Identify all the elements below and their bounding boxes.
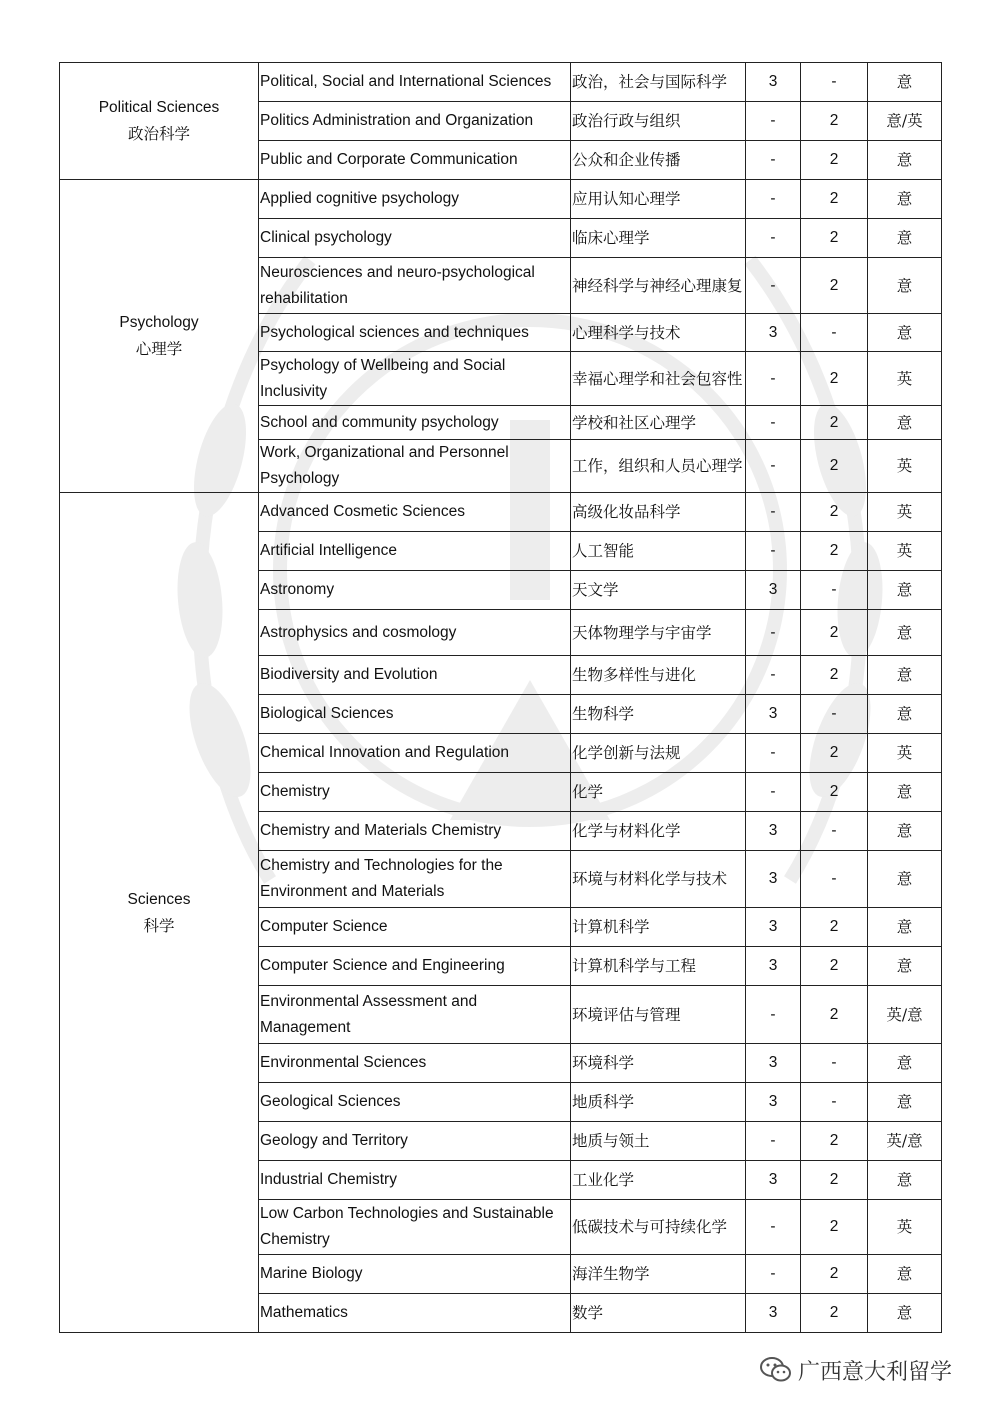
program-name-cn: 化学创新与法规 [571, 734, 746, 773]
program-name-en: Biological Sciences [259, 695, 571, 734]
department-name-cn: 科学 [143, 916, 175, 935]
program-name-cn: 工作，组织和人员心理学 [571, 440, 746, 493]
teaching-language: 英 [868, 532, 942, 571]
master-years: 2 [801, 219, 868, 258]
program-name-en: Politics Administration and Organization [259, 102, 571, 141]
program-name-en: Neurosciences and neuro-psychological rehabilitation [259, 258, 571, 314]
program-name-cn: 工业化学 [571, 1161, 746, 1200]
program-name-en: Work, Organizational and Personnel Psychology [259, 440, 571, 493]
bachelor-years: 3 [746, 1083, 801, 1122]
program-name-en: Low Carbon Technologies and Sustainable Chemistry [259, 1200, 571, 1255]
bachelor-years: - [746, 734, 801, 773]
program-name-en: Computer Science [259, 908, 571, 947]
bachelor-years: 3 [746, 1161, 801, 1200]
master-years: - [801, 1083, 868, 1122]
program-name-en: Chemistry [259, 773, 571, 812]
master-years: 2 [801, 986, 868, 1044]
program-name-cn: 化学与材料化学 [571, 812, 746, 851]
master-years: 2 [801, 1255, 868, 1294]
master-years: 2 [801, 1122, 868, 1161]
program-name-cn: 神经科学与神经心理康复 [571, 258, 746, 314]
master-years: 2 [801, 656, 868, 695]
teaching-language: 意 [868, 695, 942, 734]
bachelor-years: - [746, 610, 801, 656]
teaching-language: 意 [868, 1294, 942, 1333]
program-name-en: Applied cognitive psychology [259, 180, 571, 219]
master-years: 2 [801, 493, 868, 532]
bachelor-years: - [746, 773, 801, 812]
teaching-language: 意 [868, 258, 942, 314]
teaching-language: 意 [868, 1083, 942, 1122]
teaching-language: 意 [868, 180, 942, 219]
program-name-cn: 地质科学 [571, 1083, 746, 1122]
program-name-en: Industrial Chemistry [259, 1161, 571, 1200]
department-name-en: Sciences [127, 890, 191, 908]
teaching-language: 英/意 [868, 1122, 942, 1161]
teaching-language: 英 [868, 1200, 942, 1255]
teaching-language: 意 [868, 219, 942, 258]
master-years: 2 [801, 440, 868, 493]
bachelor-years: - [746, 180, 801, 219]
master-years: 2 [801, 352, 868, 406]
teaching-language: 意 [868, 141, 942, 180]
master-years: 2 [801, 180, 868, 219]
teaching-language: 意/英 [868, 102, 942, 141]
teaching-language: 意 [868, 314, 942, 352]
teaching-language: 英 [868, 352, 942, 406]
teaching-language: 意 [868, 656, 942, 695]
bachelor-years: - [746, 986, 801, 1044]
program-name-cn: 天体物理学与宇宙学 [571, 610, 746, 656]
program-name-en: Psychological sciences and techniques [259, 314, 571, 352]
bachelor-years: - [746, 258, 801, 314]
master-years: 2 [801, 102, 868, 141]
bachelor-years: - [746, 219, 801, 258]
program-name-en: Artificial Intelligence [259, 532, 571, 571]
master-years: - [801, 695, 868, 734]
teaching-language: 意 [868, 1255, 942, 1294]
program-name-en: Computer Science and Engineering [259, 947, 571, 986]
program-name-cn: 环境与材料化学与技术 [571, 851, 746, 908]
bachelor-years: - [746, 102, 801, 141]
program-name-cn: 生物科学 [571, 695, 746, 734]
master-years: 2 [801, 947, 868, 986]
program-name-cn: 人工智能 [571, 532, 746, 571]
program-name-cn: 地质与领土 [571, 1122, 746, 1161]
bachelor-years: 3 [746, 63, 801, 102]
master-years: 2 [801, 734, 868, 773]
master-years: - [801, 812, 868, 851]
master-years: 2 [801, 406, 868, 440]
department-name-cn: 政治科学 [127, 125, 190, 143]
program-name-en: Chemistry and Technologies for the Environment and Materials [259, 851, 571, 908]
department-name-en: Psychology [119, 314, 199, 331]
program-name-en: Public and Corporate Communication [259, 141, 571, 180]
program-name-cn: 临床心理学 [571, 219, 746, 258]
bachelor-years: 3 [746, 1294, 801, 1333]
program-name-en: Clinical psychology [259, 219, 571, 258]
master-years: 2 [801, 141, 868, 180]
master-years: - [801, 314, 868, 352]
program-name-en: Marine Biology [259, 1255, 571, 1294]
bachelor-years: - [746, 493, 801, 532]
master-years: 2 [801, 258, 868, 314]
bachelor-years: - [746, 352, 801, 406]
teaching-language: 意 [868, 773, 942, 812]
program-name-cn: 低碳技术与可持续化学 [571, 1200, 746, 1255]
bachelor-years: 3 [746, 1044, 801, 1083]
bachelor-years: - [746, 656, 801, 695]
master-years: 2 [801, 1294, 868, 1333]
program-name-cn: 政治，社会与国际科学 [571, 63, 746, 102]
bachelor-years: 3 [746, 851, 801, 908]
bachelor-years: 3 [746, 908, 801, 947]
teaching-language: 英 [868, 493, 942, 532]
bachelor-years: - [746, 141, 801, 180]
program-name-cn: 生物多样性与进化 [571, 656, 746, 695]
program-name-en: Chemical Innovation and Regulation [259, 734, 571, 773]
master-years: - [801, 1044, 868, 1083]
bachelor-years: 3 [746, 695, 801, 734]
bachelor-years: - [746, 1122, 801, 1161]
program-name-en: Environmental Sciences [259, 1044, 571, 1083]
program-name-cn: 化学 [571, 773, 746, 812]
teaching-language: 意 [868, 406, 942, 440]
program-name-en: Biodiversity and Evolution [259, 656, 571, 695]
teaching-language: 意 [868, 1161, 942, 1200]
program-name-en: Psychology of Wellbeing and Social Inclusivity [259, 352, 571, 406]
program-name-en: Political, Social and International Sciences [259, 63, 571, 102]
department-cell-political-sciences [60, 63, 259, 180]
teaching-language: 英 [868, 440, 942, 493]
brand-name: 广西意大利留学 [798, 1359, 953, 1385]
master-years: 2 [801, 773, 868, 812]
program-name-cn: 计算机科学与工程 [571, 947, 746, 986]
teaching-language: 意 [868, 63, 942, 102]
master-years: 2 [801, 532, 868, 571]
bachelor-years: 3 [746, 947, 801, 986]
master-years: - [801, 851, 868, 908]
teaching-language: 意 [868, 812, 942, 851]
program-name-cn: 数学 [571, 1294, 746, 1333]
program-name-en: Mathematics [259, 1294, 571, 1333]
teaching-language: 意 [868, 571, 942, 610]
program-name-cn: 天文学 [571, 571, 746, 610]
teaching-language: 意 [868, 610, 942, 656]
program-name-en: Geological Sciences [259, 1083, 571, 1122]
master-years: 2 [801, 908, 868, 947]
bachelor-years: 3 [746, 571, 801, 610]
program-name-cn: 心理科学与技术 [571, 314, 746, 352]
bachelor-years: - [746, 532, 801, 571]
program-name-en: Astronomy [259, 571, 571, 610]
master-years: 2 [801, 1200, 868, 1255]
bachelor-years: - [746, 406, 801, 440]
teaching-language: 意 [868, 947, 942, 986]
table-row [60, 180, 942, 219]
teaching-language: 意 [868, 851, 942, 908]
table-row [60, 493, 942, 532]
program-name-cn: 应用认知心理学 [571, 180, 746, 219]
program-name-cn: 政治行政与组织 [571, 102, 746, 141]
department-name-cn: 心理学 [135, 340, 183, 358]
program-name-cn: 学校和社区心理学 [571, 406, 746, 440]
program-name-cn: 海洋生物学 [571, 1255, 746, 1294]
program-name-cn: 环境评估与管理 [571, 986, 746, 1044]
program-name-en: Chemistry and Materials Chemistry [259, 812, 571, 851]
teaching-language: 意 [868, 908, 942, 947]
table-row [60, 63, 942, 102]
bachelor-years: 3 [746, 812, 801, 851]
bachelor-years: 3 [746, 314, 801, 352]
program-name-en: Environmental Assessment and Management [259, 986, 571, 1044]
department-name-en: Political Sciences [98, 99, 220, 116]
wechat-brand [760, 1352, 952, 1388]
program-name-en: Astrophysics and cosmology [259, 610, 571, 656]
program-name-cn: 公众和企业传播 [571, 141, 746, 180]
department-cell-sciences [60, 493, 259, 1333]
master-years: 2 [801, 1161, 868, 1200]
master-years: - [801, 571, 868, 610]
department-cell-psychology [60, 180, 259, 493]
program-name-cn: 幸福心理学和社会包容性 [571, 352, 746, 406]
wechat-icon [760, 1356, 792, 1384]
teaching-language: 英/意 [868, 986, 942, 1044]
program-name-cn: 环境科学 [571, 1044, 746, 1083]
master-years: - [801, 63, 868, 102]
program-name-en: Geology and Territory [259, 1122, 571, 1161]
teaching-language: 英 [868, 734, 942, 773]
teaching-language: 意 [868, 1044, 942, 1083]
program-name-en: Advanced Cosmetic Sciences [259, 493, 571, 532]
master-years: 2 [801, 610, 868, 656]
program-name-en: School and community psychology [259, 406, 571, 440]
program-name-cn: 计算机科学 [571, 908, 746, 947]
programs-table [59, 62, 942, 1333]
program-name-cn: 高级化妆品科学 [571, 493, 746, 532]
bachelor-years: - [746, 1255, 801, 1294]
bachelor-years: - [746, 1200, 801, 1255]
bachelor-years: - [746, 440, 801, 493]
